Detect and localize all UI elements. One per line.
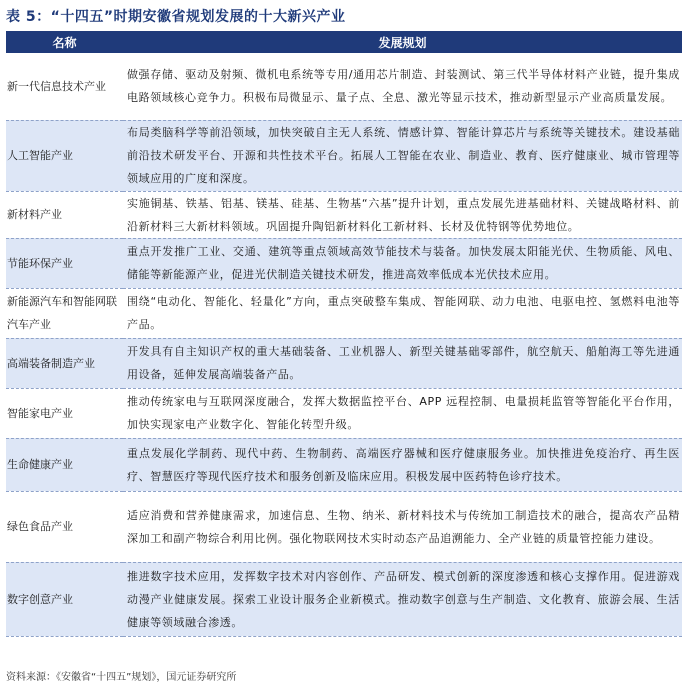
industry-plan: 推进数字技术应用，发挥数字技术对内容创作、产品研发、模式创新的深度渗透和核心支撑作用。促进游戏动漫产业健康发展。探索工业设计服务企业新模式。推动数字创意与生产制造、文化教育、旅游会展、生活健康等领域融合渗透。	[123, 562, 682, 636]
table-row	[6, 388, 682, 438]
industry-plan: 推动传统家电与互联网深度融合，发挥大数据监控平台、APP 远程控制、电量损耗监管等智能化平台作用，加快实现家电产业数字化、智能化转型升级。	[123, 388, 682, 438]
header-name: 名称	[6, 31, 123, 53]
industry-plan: 实施铜基、铁基、铝基、镁基、硅基、生物基“六基”提升计划，重点发展先进基础材料、关键战略材料、前沿新材料三大新材料领域。巩固提升陶铝新材料化工新材料、长材及优特钢等优势地位。	[123, 191, 682, 238]
document-page	[6, 0, 682, 698]
industry-plan: 重点开发推广工业、交通、建筑等重点领域高效节能技术与装备。加快发展太阳能光伏、生物质能、风电、储能等新能源产业，促进光伏制造关键技术研发，推进高效率低成本光伏技术应用。	[123, 238, 682, 288]
industry-name: 智能家电产业	[6, 388, 123, 438]
table-row	[6, 238, 682, 288]
table-row	[6, 191, 682, 238]
industry-name: 绿色食品产业	[6, 491, 123, 562]
industry-plan: 做强存储、驱动及射频、微机电系统等专用/通用芯片制造、封装测试、第三代半导体材料产业链，提升集成电路领域核心竞争力。积极布局微显示、量子点、全息、激光等显示技术，推动新型显示产业高质量发展。	[123, 53, 682, 120]
industry-name: 人工智能产业	[6, 120, 123, 191]
table-row	[6, 438, 682, 491]
industry-table	[6, 31, 682, 637]
table-row	[6, 288, 682, 338]
industry-name: 高端装备制造产业	[6, 338, 123, 388]
table-header	[6, 31, 682, 53]
table-row	[6, 120, 682, 191]
industry-plan: 适应消费和营养健康需求，加速信息、生物、纳米、新材料技术与传统加工制造技术的融合，提高农产品精深加工和副产物综合利用比例。强化物联网技术实时动态产品追溯能力、全产业链的质量管控能力建设。	[123, 491, 682, 562]
table-body	[6, 53, 682, 636]
industry-plan: 布局类脑科学等前沿领域，加快突破自主无人系统、情感计算、智能计算芯片与系统等关键技术。建设基础前沿技术研发平台、开源和共性技术平台。拓展人工智能在农业、制造业、教育、医疗健康业、城市管理等领域应用的广度和深度。	[123, 120, 682, 191]
source-note: 资料来源：《安徽省“十四五”规划》，国元证券研究所	[6, 672, 237, 683]
table-row	[6, 562, 682, 636]
industry-name: 数字创意产业	[6, 562, 123, 636]
industry-name: 新材料产业	[6, 191, 123, 238]
industry-plan: 围绕“电动化、智能化、轻量化”方向，重点突破整车集成、智能网联、动力电池、电驱电控、氢燃料电池等产品。	[123, 288, 682, 338]
industry-name: 节能环保产业	[6, 238, 123, 288]
industry-name: 新能源汽车和智能网联汽车产业	[6, 288, 123, 338]
table-title: 表 5：“十四五”时期安徽省规划发展的十大新兴产业	[6, 9, 346, 25]
table-row	[6, 338, 682, 388]
table-row	[6, 491, 682, 562]
industry-plan: 重点发展化学制药、现代中药、生物制药、高端医疗器械和医疗健康服务业。加快推进免疫治疗、再生医疗、智慧医疗等现代医疗技术和服务创新及临床应用。积极发展中医药特色诊疗技术。	[123, 438, 682, 491]
table-row	[6, 53, 682, 120]
header-plan: 发展规划	[123, 31, 682, 53]
industry-plan: 开发具有自主知识产权的重大基础装备、工业机器人、新型关键基础零部件，航空航天、船舶海工等先进通用设备，延伸发展高端装备产品。	[123, 338, 682, 388]
industry-name: 新一代信息技术产业	[6, 53, 123, 120]
industry-name: 生命健康产业	[6, 438, 123, 491]
